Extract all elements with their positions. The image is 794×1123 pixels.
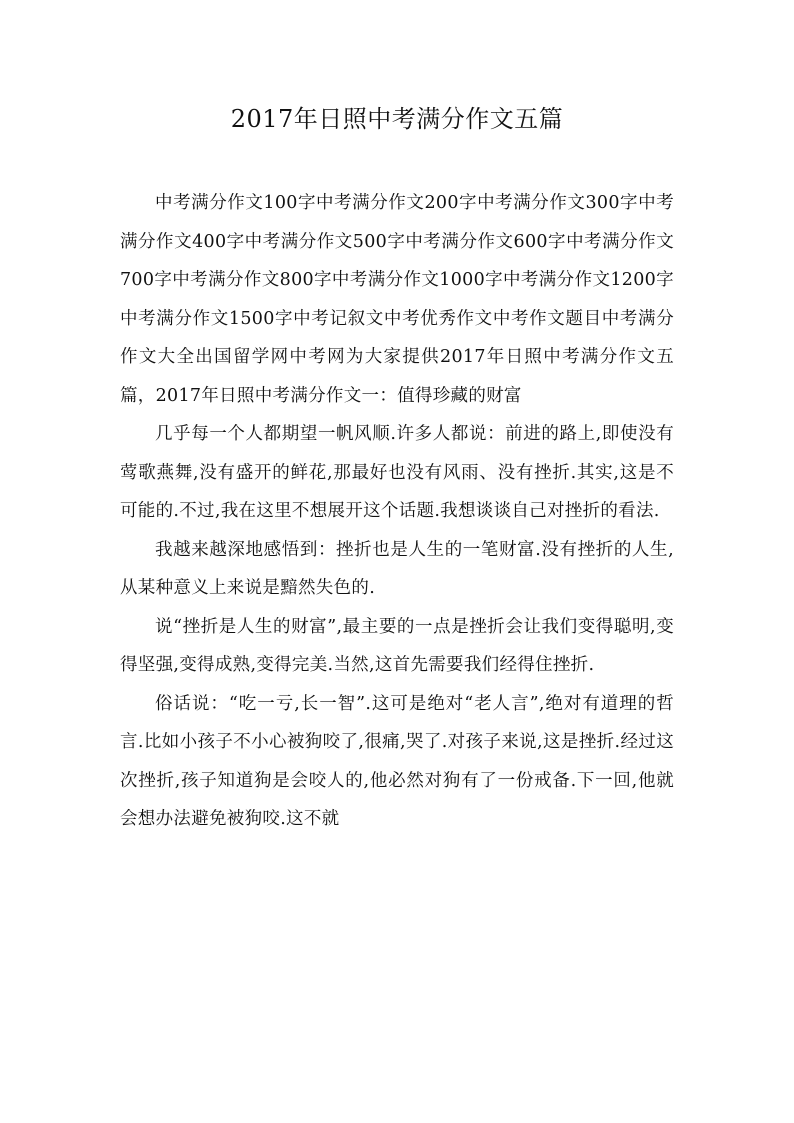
paragraph-wealth: 说“挫折是人生的财富”,最主要的一点是挫折会让我们变得聪明,变得坚强,变得成熟,变得完美.当然,这首先需要我们经得住挫折. xyxy=(120,616,674,675)
document-body xyxy=(120,184,674,839)
paragraph-realization: 我越来越深地感悟到：挫折也是人生的一笔财富.没有挫折的人生,从某种意义上来说是黯然失色的. xyxy=(120,539,674,598)
paragraph-expectation: 几乎每一个人都期望一帆风顺.许多人都说：前进的路上,即使没有莺歌燕舞,没有盛开的鲜花,那最好也没有风雨、没有挫折.其实,这是不可能的.不过,我在这里不想展开这个话题.我想谈谈自己对挫折的看法. xyxy=(120,424,674,521)
paragraph-proverb: 俗话说：“吃一亏,长一智”.这可是绝对“老人言”,绝对有道理的哲言.比如小孩子不小心被狗咬了,很痛,哭了.对孩子来说,这是挫折.经过这次挫折,孩子知道狗是会咬人的,他必然对狗有了一份戒备.下一回,他就会想办法避免被狗咬.这不就 xyxy=(120,693,674,829)
document-title: 2017年日照中考满分作文五篇 xyxy=(230,105,564,133)
paragraph-intro: 中考满分作文100字中考满分作文200字中考满分作文300字中考满分作文400字中考满分作文500字中考满分作文600字中考满分作文700字中考满分作文800字中考满分作文1000字中考满分作文1200字中考满分作文1500字中考记叙文中考优秀作文中考作文题目中考满分作文大全出国留学网中考网为大家提供2017年日照中考满分作文五篇，2017年日照中考满分作文一：值得珍藏的财富 xyxy=(120,193,674,406)
